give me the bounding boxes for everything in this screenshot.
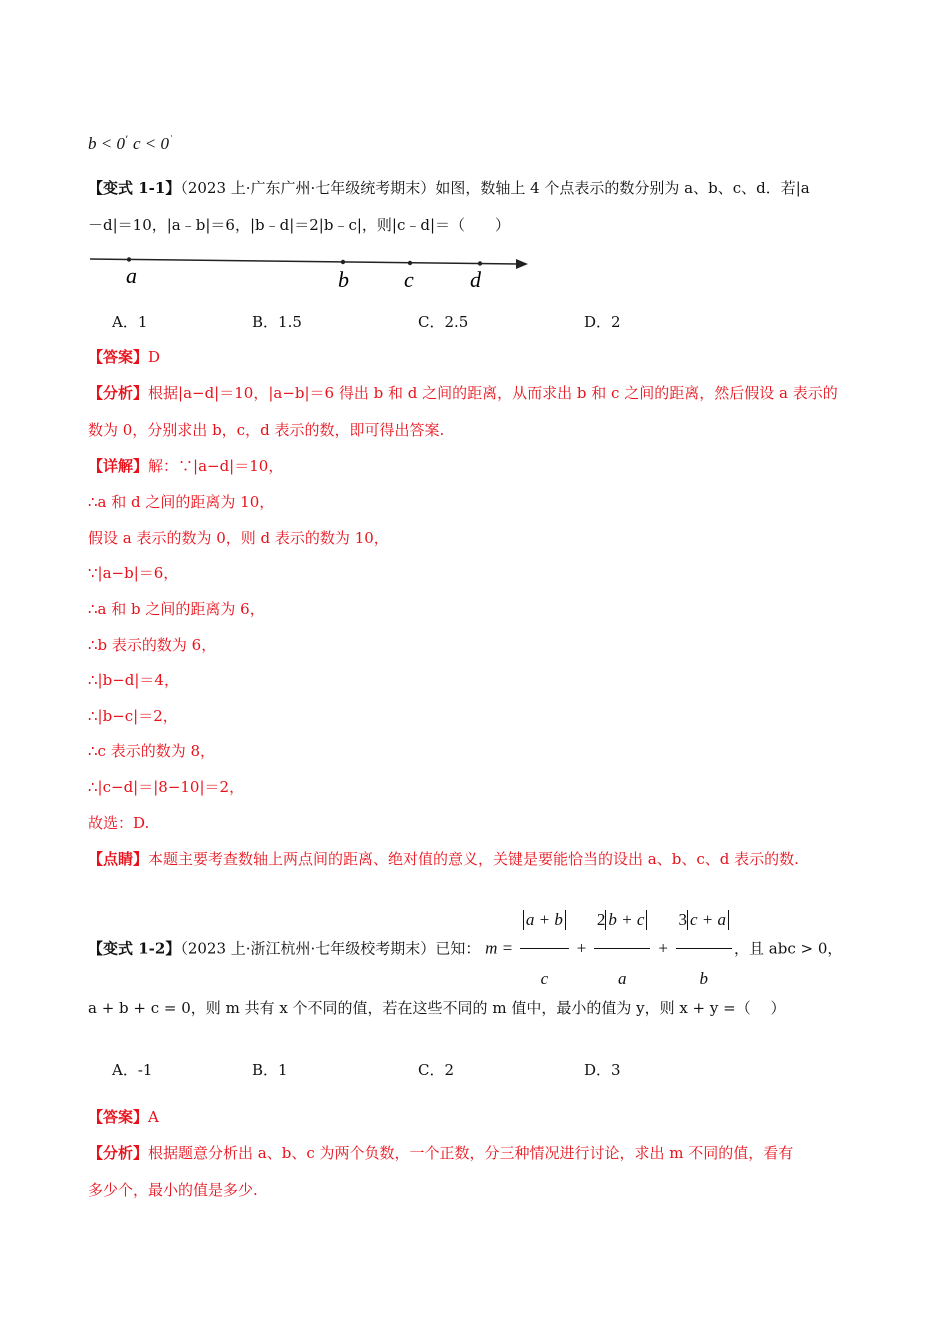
v1-2-suffix: ，且 abc > 0， bbox=[734, 939, 843, 958]
number-line-arrow bbox=[516, 259, 528, 269]
sep-mark: ’ bbox=[124, 135, 129, 146]
plus-sign: + bbox=[657, 938, 669, 958]
v1-2-answer bbox=[88, 1107, 159, 1127]
label-c: c bbox=[404, 267, 414, 292]
v1-2-analysis-tag: 【分析】 bbox=[88, 1144, 149, 1162]
c-negative: c < 0 bbox=[132, 134, 169, 153]
v1-1-detail-line: 假设 a 表示的数为 0，则 d 表示的数为 10， bbox=[88, 529, 389, 547]
v1-1-comment-text: 本题主要考查数轴上两点间的距离、绝对值的意义，关键是要能恰当的设出 a、b、c、d 表示的数. bbox=[148, 850, 799, 868]
v1-2-analysis-line1 bbox=[88, 1143, 793, 1163]
v1-2-source: （2023 上·浙江杭州·七年级校考期末） bbox=[180, 939, 436, 958]
m-equals: m = bbox=[485, 938, 514, 958]
v1-1-detail-line: 故选：D. bbox=[88, 814, 150, 832]
denominator-a: a bbox=[617, 969, 627, 988]
v1-1-analysis-line2: 数为 0，分别求出 b，c，d 表示的数，即可得出答案. bbox=[88, 421, 445, 439]
v1-1-option-a: A．1 bbox=[112, 313, 148, 331]
abs-a-plus-b: a + b bbox=[523, 910, 566, 930]
fraction-1 bbox=[520, 893, 569, 1006]
v1-1-comment bbox=[88, 849, 799, 869]
v1-1-detail-line: ∴b 表示的数为 6， bbox=[88, 636, 217, 654]
v1-1-question-text1: 如图，数轴上 4 个点表示的数分别为 a、b、c、d．若|a bbox=[435, 179, 810, 197]
v1-1-option-c: C．2.5 bbox=[418, 313, 469, 331]
point-a bbox=[127, 257, 131, 261]
v1-2-option-b: B．1 bbox=[252, 1061, 288, 1079]
label-b: b bbox=[338, 267, 349, 292]
v1-2-analysis-text1: 根据题意分析出 a、b、c 为两个负数，一个正数，分三种情况进行讨论，求出 m 不同的值，看有 bbox=[148, 1144, 794, 1162]
v1-1-question-line1 bbox=[88, 178, 810, 198]
v1-2-option-a: A．-1 bbox=[112, 1061, 153, 1079]
coef-3: 3 bbox=[678, 910, 687, 929]
v1-1-detail-line: ∴|b−c|＝2， bbox=[88, 707, 178, 725]
point-c bbox=[408, 261, 412, 265]
coef-2: 2 bbox=[596, 910, 606, 929]
v1-2-question-line2: a + b + c = 0，则 m 共有 x 个不同的值，若在这些不同的 m 值中，最小的值为 y，则 x + y =（ ） bbox=[88, 999, 786, 1017]
v1-1-analysis-line1 bbox=[88, 383, 838, 403]
v1-1-detail-line: ∴|c−d|＝|8−10|＝2， bbox=[88, 778, 245, 796]
v1-1-detail-tag: 【详解】 bbox=[88, 457, 149, 475]
v1-2-question-line1 bbox=[88, 893, 843, 988]
label-a: a bbox=[126, 263, 137, 288]
v1-1-question-line2: －d|＝10，|a﹣b|＝6，|b﹣d|＝2|b﹣c|，则|c﹣d|＝（ ） bbox=[88, 216, 511, 234]
v1-1-answer-value: D bbox=[148, 348, 161, 366]
v1-1-detail-text: 解：∵|a−d|＝10， bbox=[148, 457, 284, 475]
v1-2-analysis-line2: 多少个，最小的值是多少. bbox=[88, 1181, 258, 1199]
v1-1-analysis-text1: 根据|a−d|＝10，|a−b|＝6 得出 b 和 d 之间的距离，从而求出 b 和 c 之间的距离，然后假设 a 表示的 bbox=[148, 384, 838, 402]
end-mark: ˙ bbox=[168, 135, 174, 146]
v1-1-detail-line: ∵|a−b|＝6， bbox=[88, 564, 179, 582]
v1-1-detail-line: ∴c 表示的数为 8， bbox=[88, 742, 216, 760]
v1-1-source: （2023 上·广东广州·七年级统考期末） bbox=[180, 179, 436, 197]
v1-1-answer-tag: 【答案】 bbox=[88, 348, 149, 366]
v1-2-option-c: C．2 bbox=[418, 1061, 455, 1079]
v1-2-answer-tag: 【答案】 bbox=[88, 1108, 149, 1126]
v1-1-option-d: D．2 bbox=[584, 313, 621, 331]
number-line-figure bbox=[88, 250, 530, 294]
point-b bbox=[341, 260, 345, 264]
v1-1-detail-line: ∴|b−d|＝4， bbox=[88, 671, 179, 689]
v1-1-tag: 【变式 1-1】 bbox=[88, 179, 181, 197]
v1-1-option-b: B．1.5 bbox=[252, 313, 302, 331]
point-d bbox=[478, 261, 482, 265]
fraction-3 bbox=[676, 893, 733, 1006]
v1-2-option-d: D．3 bbox=[584, 1061, 621, 1079]
v1-2-tag: 【变式 1-2】 bbox=[88, 939, 181, 958]
v1-1-detail-line: ∴a 和 b 之间的距离为 6， bbox=[88, 600, 265, 618]
b-negative: b < 0 bbox=[88, 134, 125, 153]
v1-1-comment-tag: 【点睛】 bbox=[88, 850, 149, 868]
label-d: d bbox=[470, 267, 481, 292]
v1-1-analysis-tag: 【分析】 bbox=[88, 384, 149, 402]
plus-sign: + bbox=[575, 938, 588, 958]
v1-1-detail-line: ∴a 和 d 之间的距离为 10， bbox=[88, 493, 275, 511]
top-inequality-line bbox=[88, 131, 174, 154]
v1-1-answer bbox=[88, 347, 160, 367]
abs-c-plus-a: c + a bbox=[687, 910, 729, 930]
fraction-2 bbox=[594, 893, 651, 1006]
v1-2-prefix: 已知： bbox=[435, 939, 481, 958]
number-line-axis bbox=[90, 259, 520, 264]
denominator-c: c bbox=[540, 969, 549, 988]
v1-1-detail-line1 bbox=[88, 456, 283, 476]
denominator-b: b bbox=[699, 969, 709, 988]
abs-b-plus-c: b + c bbox=[605, 910, 647, 930]
v1-2-answer-value: A bbox=[148, 1108, 159, 1126]
